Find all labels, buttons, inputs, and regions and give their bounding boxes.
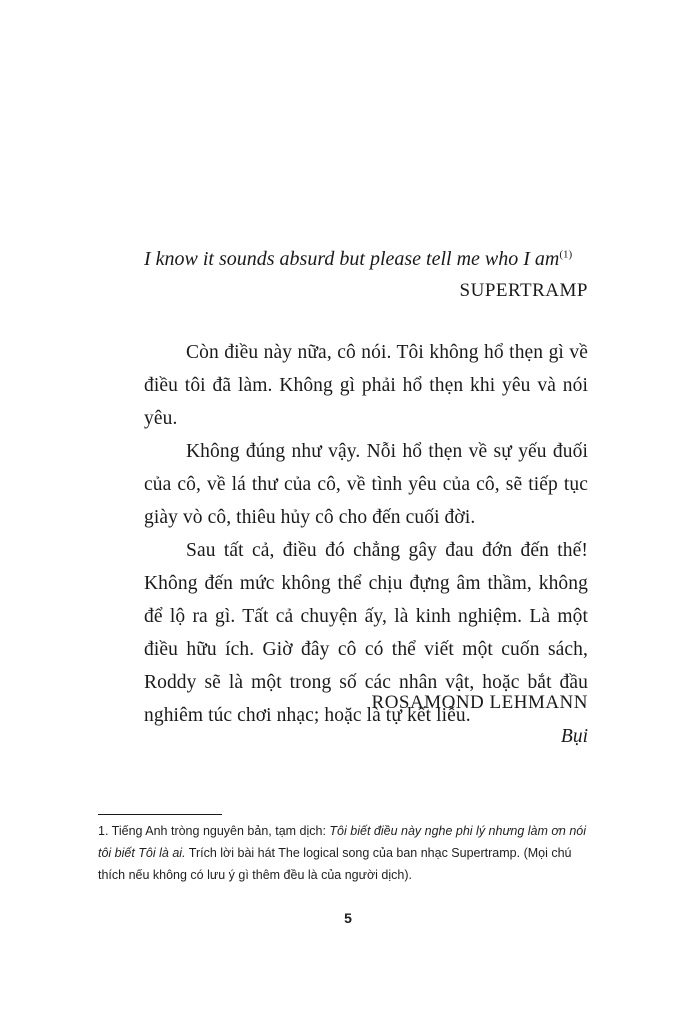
epigraph-author: SUPERTRAMP [459,280,588,301]
epigraph-quote [144,245,604,273]
body-text [144,336,588,732]
paragraph-1: Còn điều này nữa, cô nói. Tôi không hổ thẹn gì về điều tôi đã làm. Không gì phải hổ thẹn khi yêu và nói yêu. [144,342,588,429]
paragraph-3: Sau tất cả, điều đó chẳng gây đau đớn đến thế! Không đến mức không thể chịu đựng âm thầm, không để lộ ra gì. Tất cả chuyện ấy, là kinh nghiệm. Là một điều hữu ích. Giờ đây cô có thể viết một cuốn sách, Roddy sẽ là một trong số các nhân vật, hoặc bắt đầu nghiêm túc chơi nhạc; hoặc là tự kết liễu. [144,540,588,726]
footnote [98,820,590,886]
epigraph-quote-text: I know it sounds absurd but please tell me who I am [144,248,560,270]
attribution-author: ROSAMOND LEHMANN [371,692,588,713]
footnote-translation: Tôi biết điều này nghe phi lý nhưng làm ơn nói tôi biết Tôi là ai. [98,824,587,860]
footnote-rest: Trích lời bài hát The logical song của ban nhạc Supertramp. (Mọi chú thích nếu không có lưu ý gì thêm đều là của người dịch). [98,846,572,882]
page-number: 5 [344,910,352,926]
footnote-divider [98,814,222,815]
footnote-lead: 1. Tiếng Anh tròng nguyên bản, tạm dịch: [98,824,330,838]
footnote-marker[interactable]: (1) [559,248,573,261]
paragraph-2: Không đúng như vậy. Nỗi hổ thẹn về sự yếu đuối của cô, về lá thư của cô, về tình yêu của cô, sẽ tiếp tục giày vò cô, thiêu hủy cô cho đến cuối đời. [144,441,588,528]
attribution-work: Bụi [560,726,588,747]
